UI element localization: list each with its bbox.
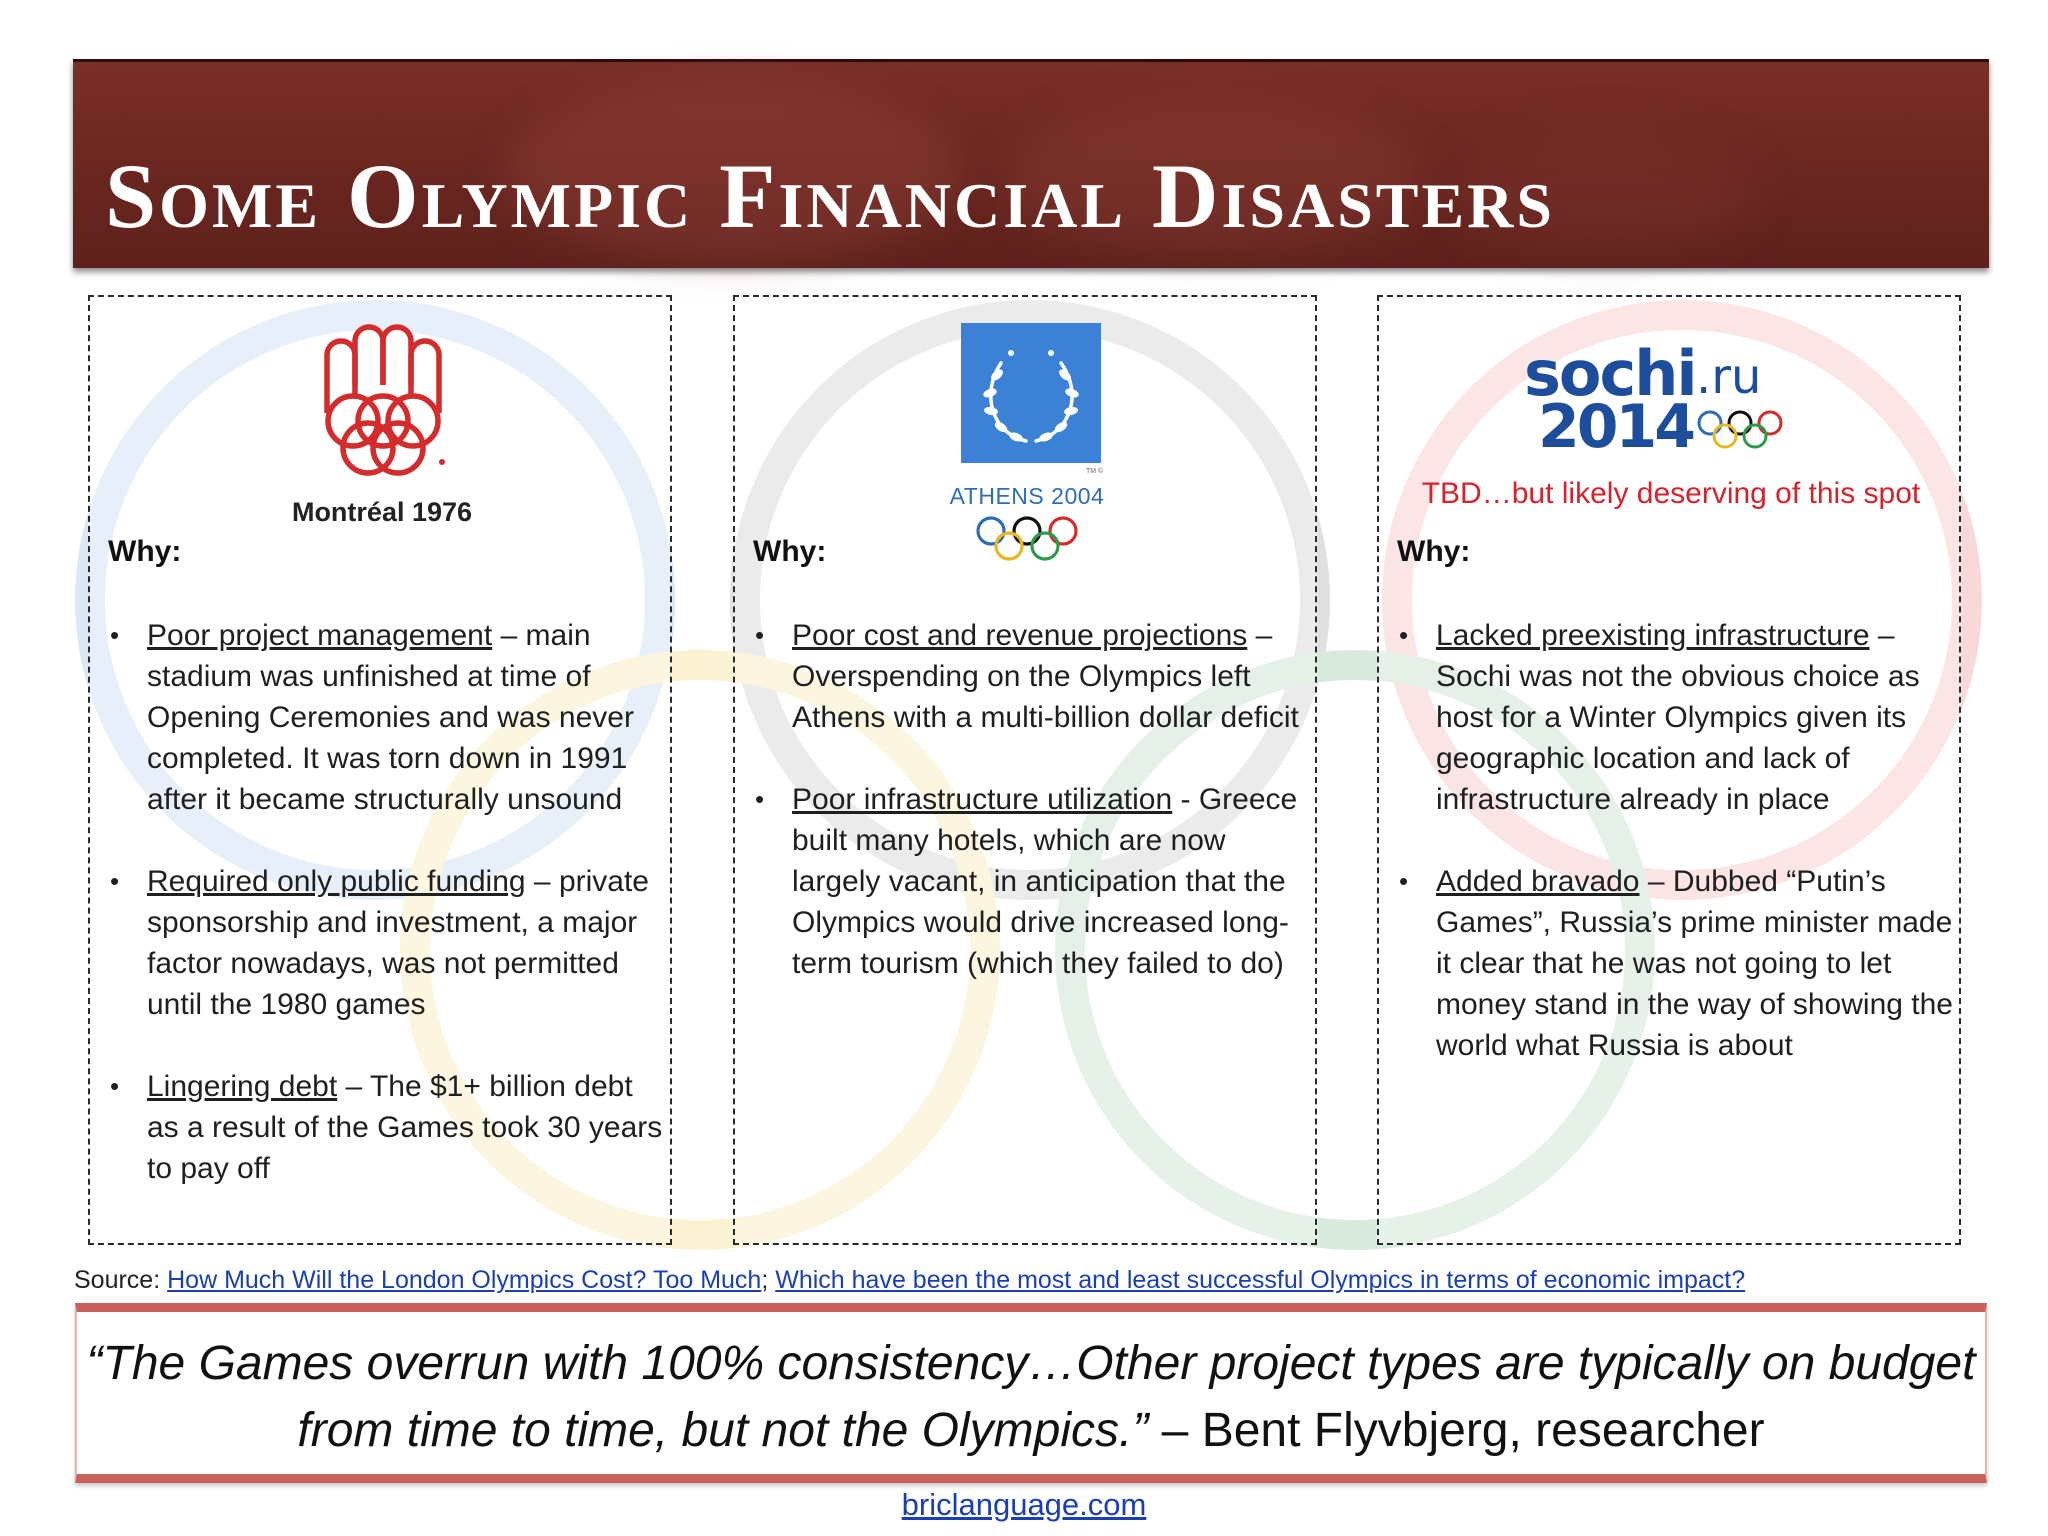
title-banner (73, 59, 1989, 268)
source-link-economic-impact[interactable]: Which have been the most and least successful Olympics in terms of economic impact? (775, 1266, 1746, 1294)
list-item: • Added bravado – Dubbed “Putin’s Games”, Russia’s prime minister made it clear that he was not going to let money stand in the way of showing the world what Russia is about (1397, 861, 1953, 1066)
list-item: • Lingering debt – The $1+ billion debt as a result of the Games took 30 years to pay off (108, 1066, 664, 1189)
athens-caption: ATHENS 2004 (949, 483, 1105, 509)
svg-text:TM ©: TM © (1086, 468, 1104, 475)
footer-link[interactable]: briclanguage.com (901, 1487, 1147, 1522)
athens-bullet-list (753, 615, 1309, 1025)
source-label: Source: (74, 1266, 168, 1294)
footer (0, 1487, 2048, 1523)
olympic-rings-icon (974, 515, 1080, 565)
quote-text (77, 1330, 1985, 1464)
montreal-bullet-list (108, 615, 664, 1230)
list-item: • Poor project management – main stadium was unfinished at time of Opening Ceremonies and was never completed. It was torn down in 1991 after it became structurally unsound (108, 615, 664, 820)
panel-athens (733, 295, 1317, 1245)
why-label: Why: (753, 535, 827, 568)
svg-text:2014: 2014 (1538, 392, 1693, 462)
quote-body: “The Games overrun with 100% consistency…Other project types are typically on budget from time to time, but not the Olympics.” (86, 1337, 1976, 1457)
list-item: • Lacked preexisting infrastructure – Sochi was not the obvious choice as host for a Winter Olympics given its geographic location and lack of infrastructure already in place (1397, 615, 1953, 820)
list-item: • Required only public funding – private sponsorship and investment, a major factor nowadays, was not permitted until the 1980 games (108, 861, 664, 1025)
slide-title: Some Olympic Financial Disasters (105, 145, 1555, 247)
source-link-london-cost[interactable]: How Much Will the London Olympics Cost? Too Much (167, 1266, 762, 1294)
montreal-caption: Montréal 1976 (291, 497, 473, 527)
montreal-1976-logo-icon (308, 325, 458, 490)
panel-sochi (1377, 295, 1961, 1245)
list-item: • Poor cost and revenue projections – Overspending on the Olympics left Athens with a multi-billion dollar deficit (753, 615, 1309, 738)
quote-attribution: – Bent Flyvbjerg, researcher (1148, 1404, 1765, 1457)
athens-2004-wreath-logo-icon (961, 323, 1104, 475)
list-item: • Poor infrastructure utilization - Greece built many hotels, which are now largely vacant, in anticipation that the Olympics would drive increased long-term tourism (which they failed to do) (753, 779, 1309, 984)
why-label: Why: (1397, 535, 1471, 568)
source-line: Source: How Much Will the London Olympics Cost? Too Much; Which have been the most and least successful Olympics in terms of economic impact? (74, 1266, 1746, 1294)
why-label: Why: (108, 535, 182, 568)
sochi-2014-logo-icon (1524, 337, 1814, 463)
sochi-note: TBD…but likely deserving of this spot (1421, 477, 1921, 510)
svg-text:.ru: .ru (1696, 349, 1762, 405)
svg-text:sochi: sochi (1524, 337, 1696, 410)
sochi-bullet-list (1397, 615, 1953, 1107)
panel-montreal (88, 295, 672, 1245)
quote-box (75, 1303, 1987, 1483)
